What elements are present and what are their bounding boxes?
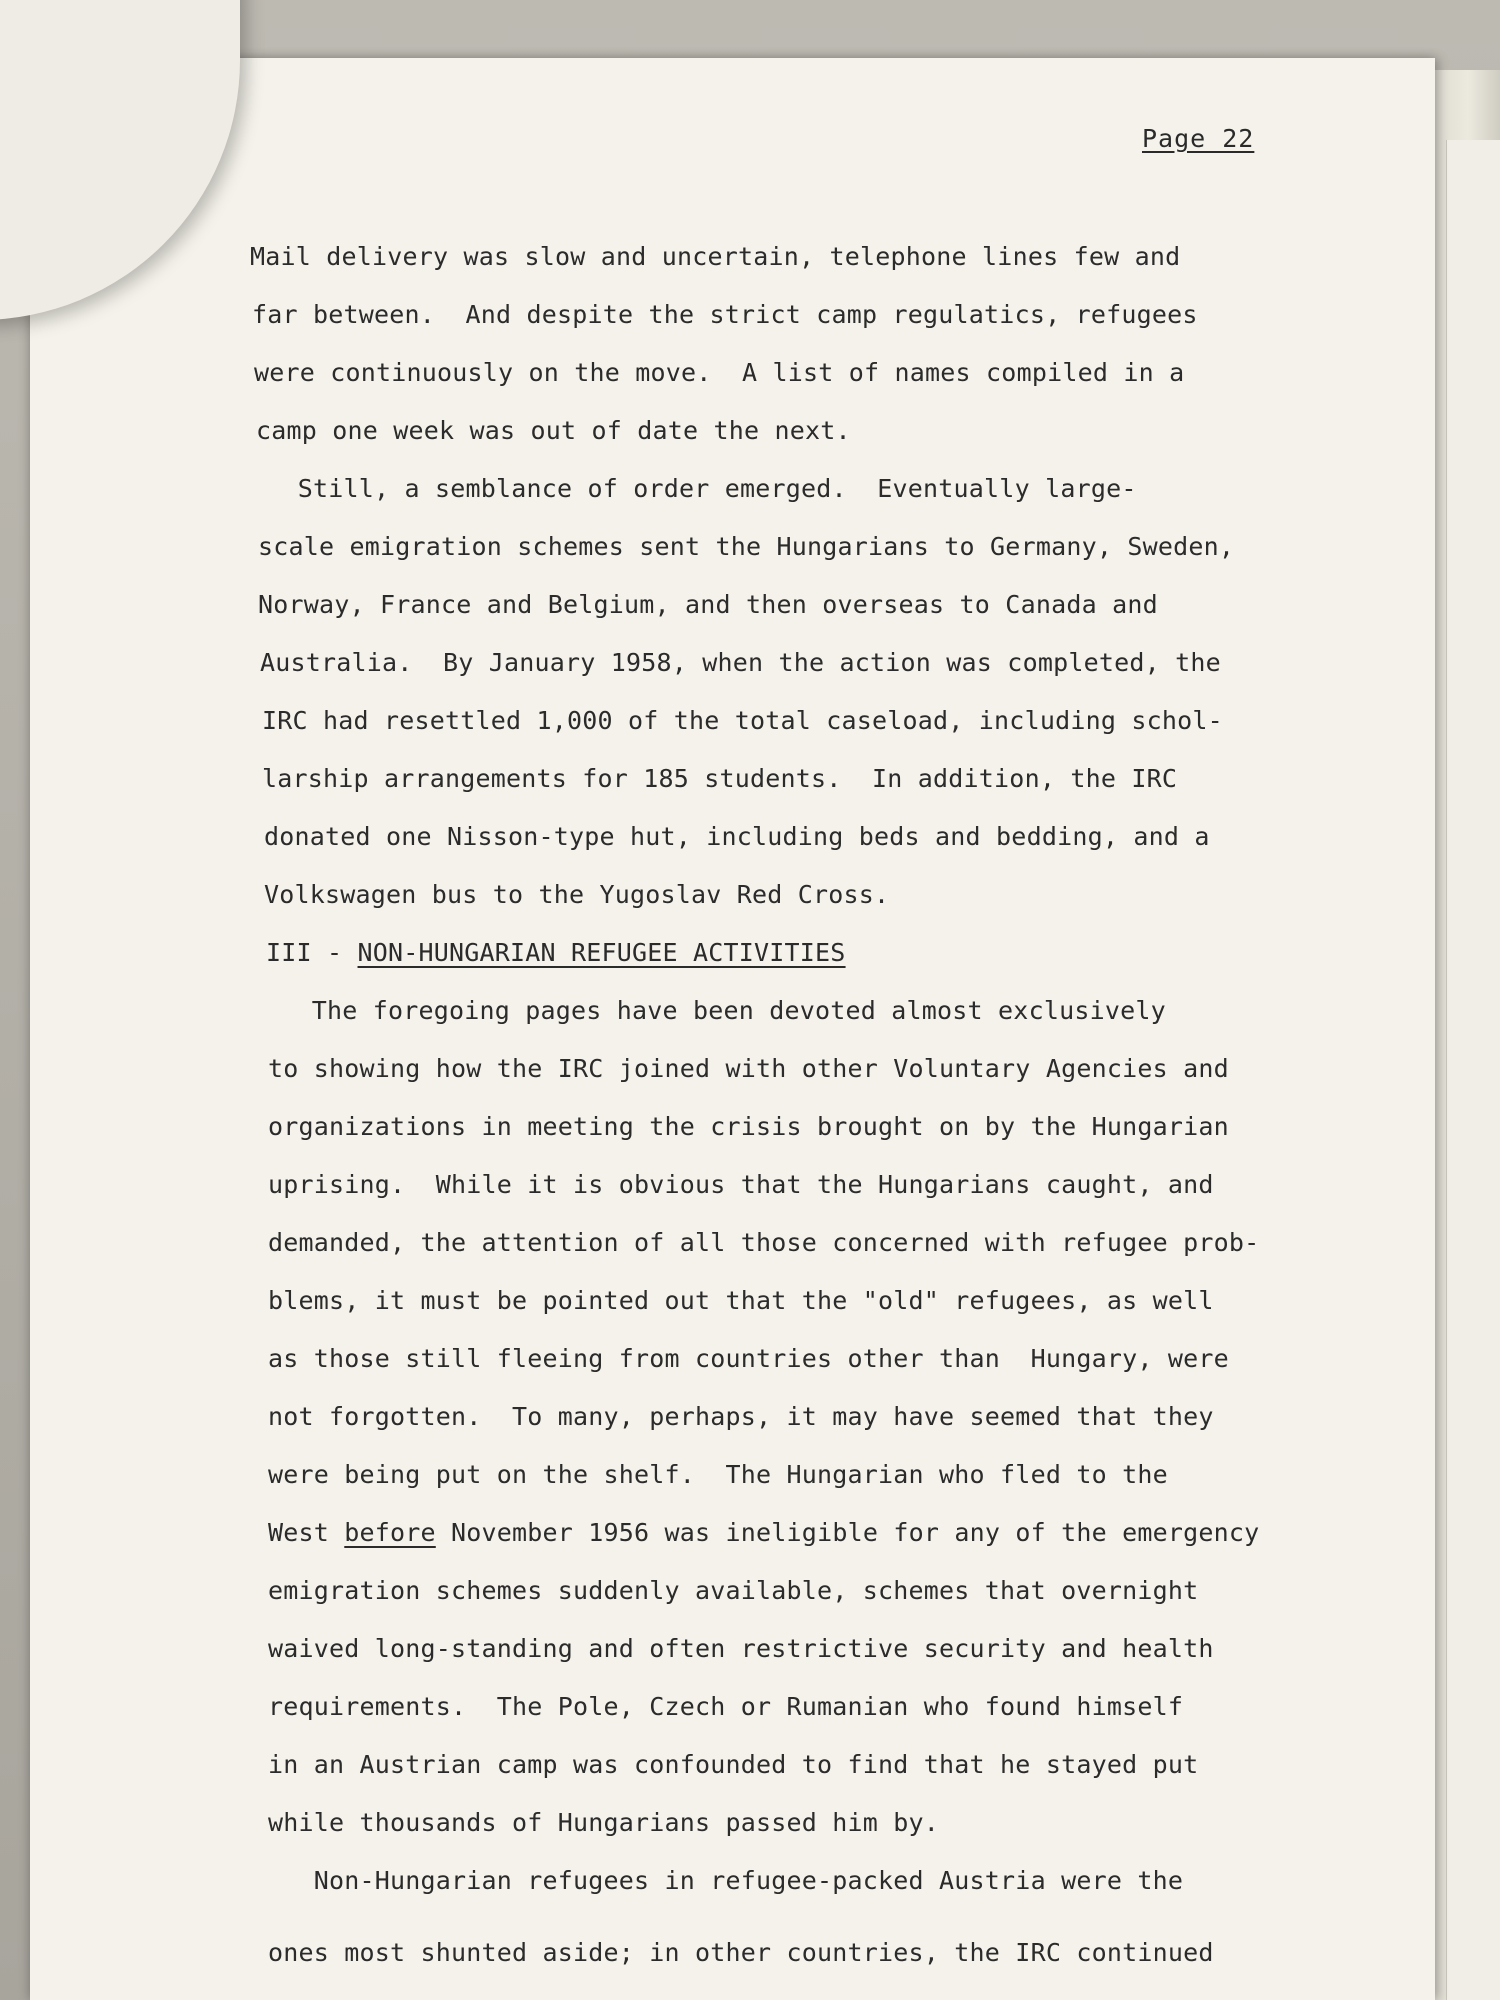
page-number: Page 22 (1142, 124, 1255, 153)
text-line: to showing how the IRC joined with other Voluntary Agencies and (268, 1054, 1229, 1083)
text-line: Mail delivery was slow and uncertain, telephone lines few and (250, 242, 1181, 271)
text-line: IRC had resettled 1,000 of the total caseload, including schol- (262, 706, 1223, 735)
text-line: Australia. By January 1958, when the action was completed, the (260, 648, 1221, 677)
text-line (268, 1518, 1259, 1547)
before-underlined: before (344, 1518, 436, 1547)
west-line-rest: November 1956 was ineligible for any of the emergency (435, 1518, 1260, 1547)
text-line: as those still fleeing from countries other than Hungary, were (268, 1344, 1229, 1373)
text-line: requirements. The Pole, Czech or Rumanian who found himself (268, 1692, 1184, 1721)
section-number: III - (266, 938, 358, 967)
text-line: camp one week was out of date the next. (256, 416, 851, 445)
section-title: NON-HUNGARIAN REFUGEE ACTIVITIES (357, 938, 846, 967)
text-line: organizations in meeting the crisis brought on by the Hungarian (268, 1112, 1229, 1141)
text-line: ones most shunted aside; in other countries, the IRC continued (268, 1938, 1214, 1967)
text-line: far between. And despite the strict camp regulatics, refugees (252, 300, 1198, 329)
text-line: while thousands of Hungarians passed him by. (268, 1808, 940, 1837)
text-line: uprising. While it is obvious that the Hungarians caught, and (268, 1170, 1214, 1199)
text-line: demanded, the attention of all those concerned with refugee prob- (268, 1228, 1260, 1257)
text-line: emigration schemes suddenly available, schemes that overnight (268, 1576, 1199, 1605)
text-line: were being put on the shelf. The Hungarian who fled to the (268, 1460, 1168, 1489)
text-line: donated one Nisson-type hut, including beds and bedding, and a (264, 822, 1210, 851)
stacked-page-edge (1446, 140, 1500, 2000)
text-line: in an Austrian camp was confounded to find that he stayed put (268, 1750, 1199, 1779)
text-line: were continuously on the move. A list of names compiled in a (254, 358, 1185, 387)
text-line: waived long-standing and often restrictive security and health (268, 1634, 1214, 1663)
west-word: West (268, 1518, 345, 1547)
text-line: larship arrangements for 185 students. In addition, the IRC (262, 764, 1178, 793)
text-line: Non-Hungarian refugees in refugee-packed Austria were the (268, 1866, 1184, 1895)
text-line: Volkswagen bus to the Yugoslav Red Cross. (264, 880, 890, 909)
text-line: The foregoing pages have been devoted almost exclusively (266, 996, 1166, 1025)
text-line: blems, it must be pointed out that the "old" refugees, as well (268, 1286, 1214, 1315)
text-line: Norway, France and Belgium, and then overseas to Canada and (258, 590, 1158, 619)
text-line: Still, a semblance of order emerged. Eventually large- (252, 474, 1137, 503)
text-line: scale emigration schemes sent the Hungarians to Germany, Sweden, (258, 532, 1235, 561)
section-heading (266, 938, 846, 967)
text-line: not forgotten. To many, perhaps, it may have seemed that they (268, 1402, 1214, 1431)
